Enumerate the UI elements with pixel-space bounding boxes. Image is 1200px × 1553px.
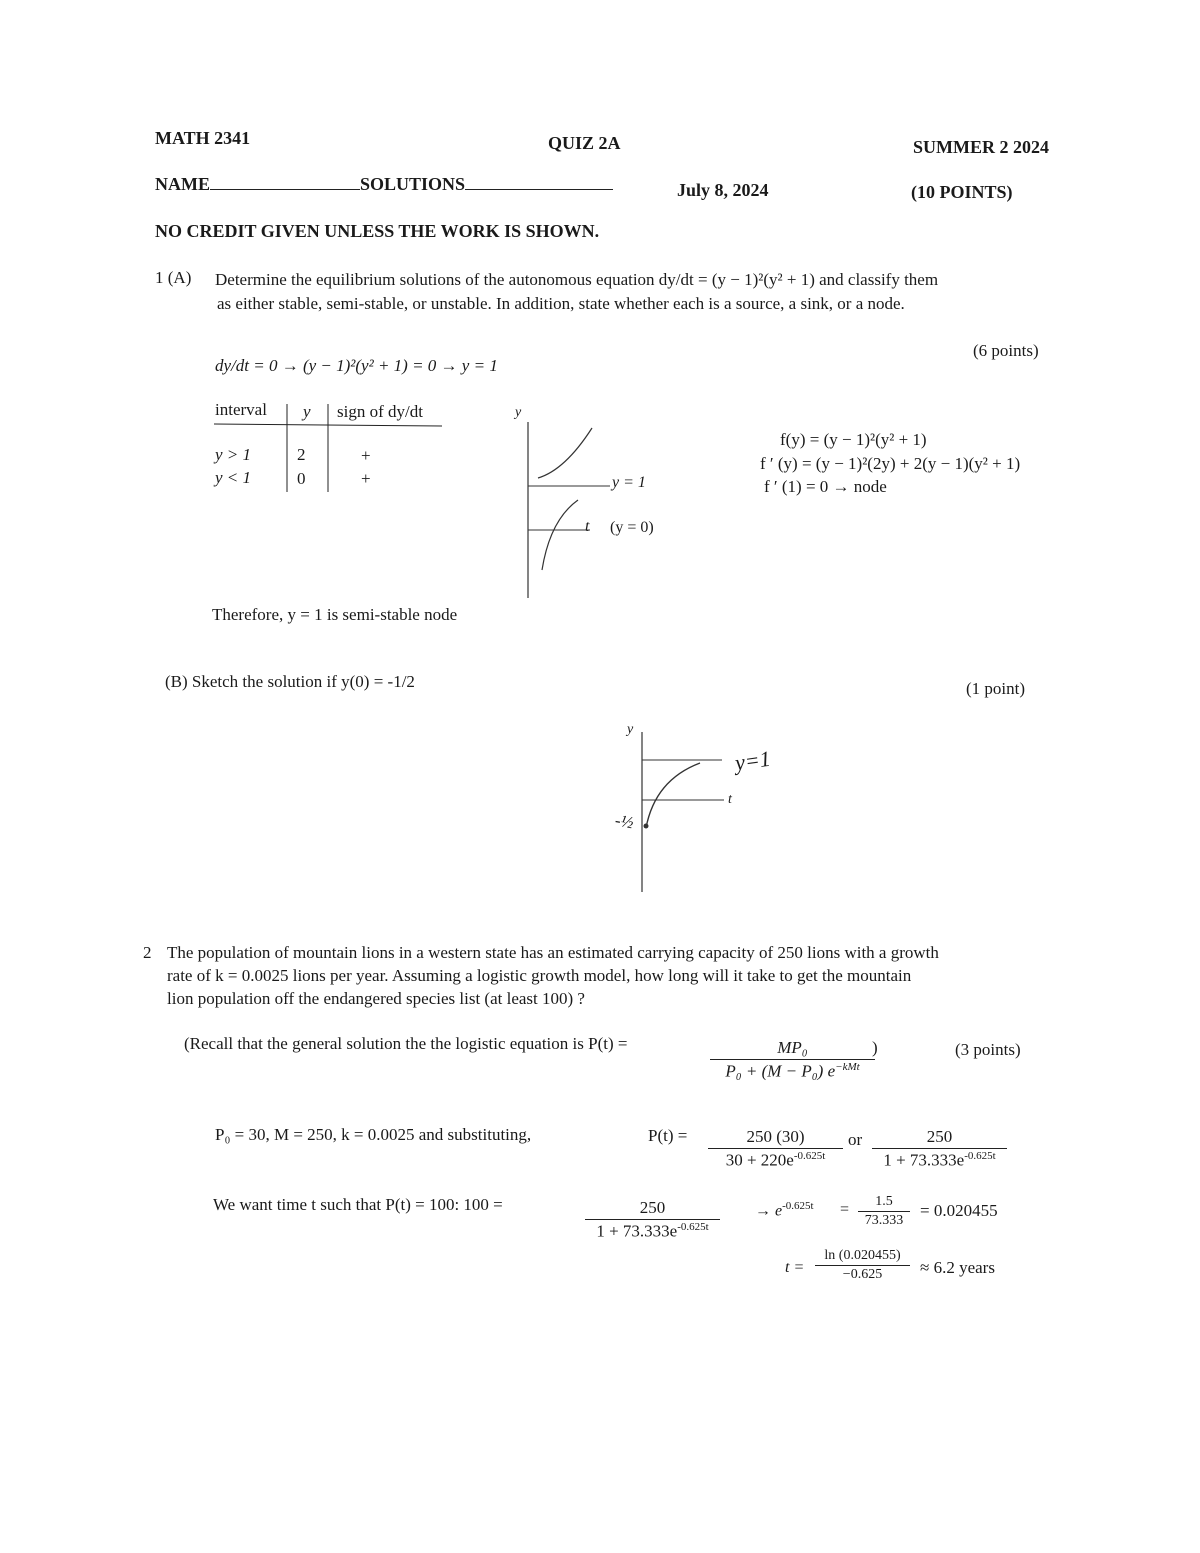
name-label: NAME [155,174,210,194]
table-row1-y: 2 [297,445,306,464]
want-den: 1 + 73.333e [596,1221,678,1241]
deriv-line3: f ′ (1) = 0 → node [764,477,887,496]
table-header-interval: interval [215,400,267,419]
phase-zero-label: (y = 0) [610,519,654,536]
recall-den-exp: −kMt [835,1061,860,1073]
q1b-points: (1 point) [966,679,1026,698]
want-text: We want time t such that P(t) = 100: 100 = [213,1195,503,1214]
subst-fraction-1 [708,1127,843,1171]
sketch-hand-init: -½ [613,810,636,833]
subst-num-2: 250 [872,1127,1007,1149]
recall-fraction [710,1038,875,1082]
term: SUMMER 2 2024 [913,137,1049,157]
q1a-points: (6 points) [973,341,1039,360]
quiz-title: QUIZ 2A [548,133,621,153]
subst-den-2: 1 + 73.333e [883,1150,965,1170]
t-eq: t = [785,1259,805,1276]
quiz-date: July 8, 2024 [677,180,769,200]
or-text: or [848,1130,863,1149]
ratio-den: 73.333 [864,1213,904,1228]
ratio-num: 1.5 [858,1194,910,1212]
phase-t-label: t [585,518,590,535]
sketch-t-label: t [728,792,732,807]
table-header-y: y [303,402,311,421]
subst-fraction-2 [872,1127,1007,1171]
total-points: (10 POINTS) [911,182,1013,202]
table-row2-interval: y < 1 [215,468,252,487]
subst-text: P₀ = 30, M = 250, k = 0.0025 and substituting, [215,1125,532,1144]
sketch-hand-eq: y=1 [733,745,773,776]
q1-conclusion: Therefore, y = 1 is semi-stable node [212,605,458,624]
phase-eq-label: y = 1 [612,474,646,491]
table-row1-sign: + [361,446,371,465]
table-row1-interval: y > 1 [215,445,252,464]
t-den: −0.625 [842,1267,883,1282]
recall-close: ) [872,1038,878,1057]
deriv-line1: f(y) = (y − 1)²(y² + 1) [780,430,927,449]
arrow-e-exp: -0.625t [782,1200,814,1212]
q2-text-line3: lion population off the endangered species list (at least 100) ? [167,989,585,1008]
q2-text-line1: The population of mountain lions in a western state has an estimated carrying capacity of 250 lions with a growth [167,943,939,962]
ratio-value: = 0.020455 [920,1201,998,1220]
subst-den-1-exp: -0.625t [793,1150,826,1162]
q1a-label: 1 (A) [155,268,192,287]
table-header-sign: sign of dy/dt [337,402,423,421]
deriv-line2: f ′ (y) = (y − 1)²(2y) + 2(y − 1)(y² + 1) [760,454,1021,473]
recall-denominator: P₀ + (M − P₀) e [725,1061,836,1081]
t-num: ln (0.020455) [815,1248,910,1266]
q2-text-line2: rate of k = 0.0025 lions per year. Assuming a logistic growth model, how long will it take to get the mountain [167,966,912,985]
notice: NO CREDIT GIVEN UNLESS THE WORK IS SHOWN. [155,221,600,241]
want-num: 250 [585,1198,720,1220]
q1b-text: (B) Sketch the solution if y(0) = -1/2 [165,672,415,691]
recall-numerator: MP₀ [710,1038,875,1060]
q2-points: (3 points) [955,1040,1021,1059]
q2-label: 2 [143,943,152,962]
name-value: SOLUTIONS [360,174,466,194]
want-den-exp: -0.625t [677,1221,709,1233]
t-result: ≈ 6.2 years [920,1258,995,1277]
table-row2-sign: + [361,469,371,488]
course-code: MATH 2341 [155,128,251,148]
table-row2-y: 0 [297,469,306,488]
ratio-fraction [858,1194,910,1229]
want-fraction [585,1198,720,1242]
subst-num-1: 250 (30) [708,1127,843,1149]
pt-label: P(t) = [648,1126,688,1145]
phase-y-label: y [515,405,522,420]
eq-sign: = [840,1201,850,1218]
t-fraction [815,1248,910,1283]
q2-recall-text: (Recall that the general solution the the logistic equation is P(t) = [184,1034,628,1053]
sketch-y-label: y [627,722,634,737]
equilibrium-line: dy/dt = 0 → (y − 1)²(y² + 1) = 0 → y = 1 [215,356,498,375]
q1a-text-line2: as either stable, semi-stable, or unstable. In addition, state whether each is a source, a sink, or a node. [217,294,905,313]
subst-den-1: 30 + 220e [725,1150,794,1170]
arrow-e: → e [755,1202,783,1220]
q1a-text-line1: Determine the equilibrium solutions of the autonomous equation dy/dt = (y − 1)²(y² + 1) and classify them [215,270,939,289]
subst-den-2-exp: -0.625t [964,1150,996,1162]
